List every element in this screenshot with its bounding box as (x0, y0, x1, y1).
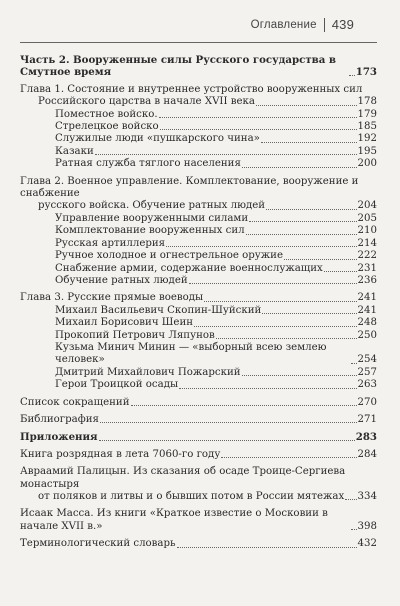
toc-chapter-2: Глава 2. Военное управление. Комплектование, вооружение и снабжение русского войска. Обучение ратных людей 204 (20, 175, 377, 212)
toc-item: Обучение ратных людей 236 (55, 274, 377, 286)
running-head (251, 17, 354, 32)
toc-glossary: Терминологический словарь 432 (20, 538, 377, 550)
toc-bibliography: Библиография 271 (20, 413, 377, 425)
toc-item: Служилые люди «пушкарского чина» 192 (55, 133, 377, 145)
toc-item: Михаил Васильевич Скопин-Шуйский 241 (55, 304, 377, 316)
toc-item: Ратная служба тяглого населения 200 (55, 158, 377, 170)
toc-item: Герои Троицкой осады 263 (55, 379, 377, 391)
toc-appendices: Приложения 283 (20, 431, 377, 444)
header-rule (20, 42, 377, 43)
toc-chapter-1: Глава 1. Состояние и внутреннее устройство вооруженных сил Российского царства в начале XVII века 178 (20, 83, 377, 108)
toc-massa: Исаак Масса. Из книги «Краткое известие о Московии в начале XVII в.» 398 (20, 508, 377, 532)
toc-item: Михаил Борисович Шеин 248 (55, 317, 377, 329)
toc-item: Поместное войско. 179 (55, 108, 377, 120)
toc-item: Кузьма Минич Минин — «выборный всею землею человек» 254 (55, 341, 377, 366)
toc-part-2: Часть 2. Вооруженные силы Русского государства в Смутное время 173 (20, 54, 377, 79)
toc-item: Казаки 195 (55, 145, 377, 157)
toc-item: Снабжение армии, содержание военнослужащих 231 (55, 262, 377, 274)
toc-chapter-3: Глава 3. Русские прямые воеводы 241 (20, 292, 377, 304)
section-title: Оглавление (250, 18, 317, 31)
toc-item: Прокопий Петрович Ляпунов 250 (55, 329, 377, 341)
toc-palitsyn: Авраамий Палицын. Из сказания об осаде Троице-Сергиева монастыря от поляков и литвы и о бывших потом в России мятежах 334 (20, 466, 377, 502)
toc-kniga-rozryadnaya: Книга розрядная в лета 7060-го году 284 (20, 448, 377, 460)
toc-item: Управление вооруженными силами 205 (55, 212, 377, 224)
table-of-contents (20, 54, 377, 551)
toc-item: Стрелецкое войско 185 (55, 121, 377, 133)
toc-item: Ручное холодное и огнестрельное оружие 222 (55, 250, 377, 262)
toc-abbreviations: Список сокращений 270 (20, 396, 377, 408)
toc-item: Русская артиллерия 214 (55, 237, 377, 249)
header-separator (324, 18, 325, 32)
toc-item: Комплектование вооруженных сил 210 (55, 225, 377, 237)
toc-item: Дмитрий Михайлович Пожарский 257 (55, 366, 377, 378)
page-number: 439 (331, 17, 354, 32)
